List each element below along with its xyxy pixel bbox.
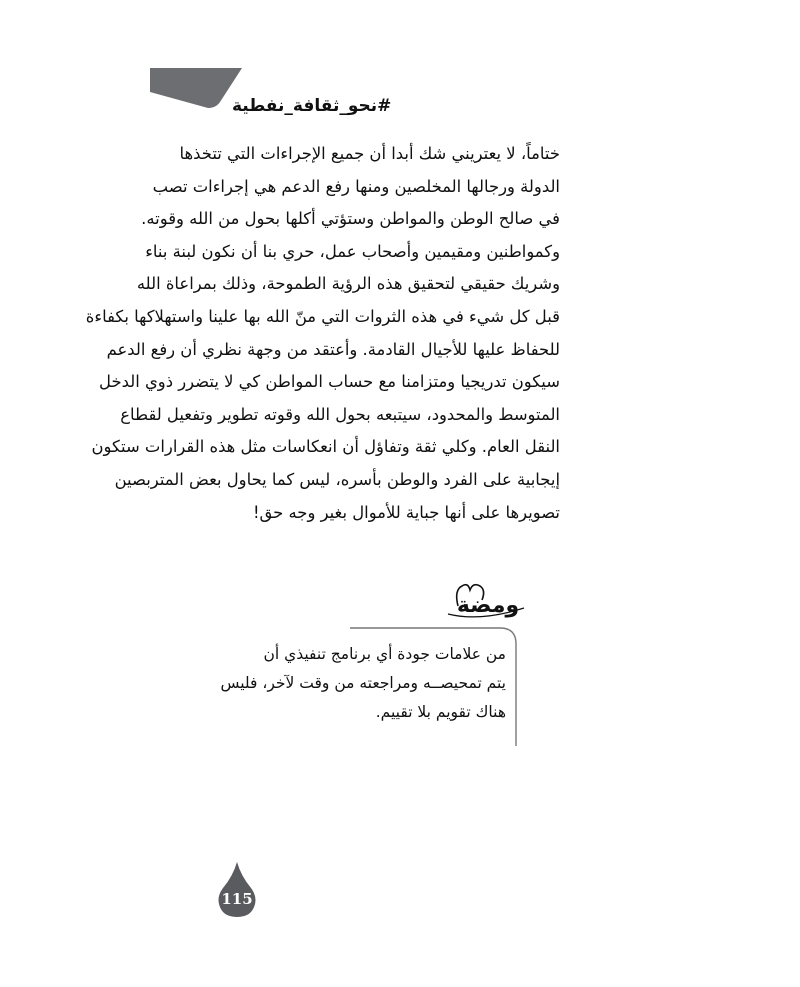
flash-line: هناك تقويم بلا تقييم. <box>375 703 506 721</box>
flash-line: من علامات جودة أي برنامج تنفيذي أن <box>263 645 506 663</box>
page-number: 115 <box>221 890 253 908</box>
body-line: المتوسط والمحدود، سيتبعه بحول الله وقوته تطوير وتفعيل لقطاع <box>120 404 560 424</box>
svg-text:ومضة: ومضة <box>456 593 520 618</box>
body-paragraph <box>85 138 560 529</box>
flash-line: يتم تمحيصــه ومراجعته من وقت لآخر، فليس <box>220 674 506 692</box>
body-line: سيكون تدريجيا ومتزامنا مع حساب المواطن كي لا يتضرر ذوي الدخل <box>99 372 560 392</box>
body-line: الدولة ورجالها المخلصين ومنها رفع الدعم هي إجراءات تصب <box>152 176 560 196</box>
flash-quote <box>220 640 506 727</box>
body-line: في صالح الوطن والمواطن وستؤتي أكلها بحول من الله وقوته. <box>141 209 560 229</box>
body-line: تصويرها على أنها جباية للأموال بغير وجه حق! <box>252 502 560 522</box>
chapter-hashtag: #نحو_ثقافة_نفطية <box>232 96 392 116</box>
body-line: وكمواطنين ومقيمين وأصحاب عمل، حري بنا أن نكون لبنة بناء <box>145 241 560 261</box>
body-line: للحفاظ عليها للأجيال القادمة. وأعتقد من وجهة نظري أن رفع الدعم <box>106 339 560 359</box>
header-tab-shape <box>150 68 242 108</box>
body-line: قبل كل شيء في هذه الثروات التي منّ الله بها علينا واستهلاكها بكفاءة <box>85 306 560 326</box>
body-line: النقل العام. وكلي ثقة وتفاؤل أن انعكاسات مثل هذه القرارات ستكون <box>91 437 560 457</box>
body-line: إيجابية على الفرد والوطن بأسره، ليس كما يحاول بعض المتربصين <box>114 469 560 489</box>
body-line: وشريك حقيقي لتحقيق هذه الرؤية الطموحة، وذلك بمراعاة الله <box>136 274 560 294</box>
body-line: ختاماً، لا يعتريني شك أبدا أن جميع الإجراءات التي تتخذها <box>179 144 560 163</box>
